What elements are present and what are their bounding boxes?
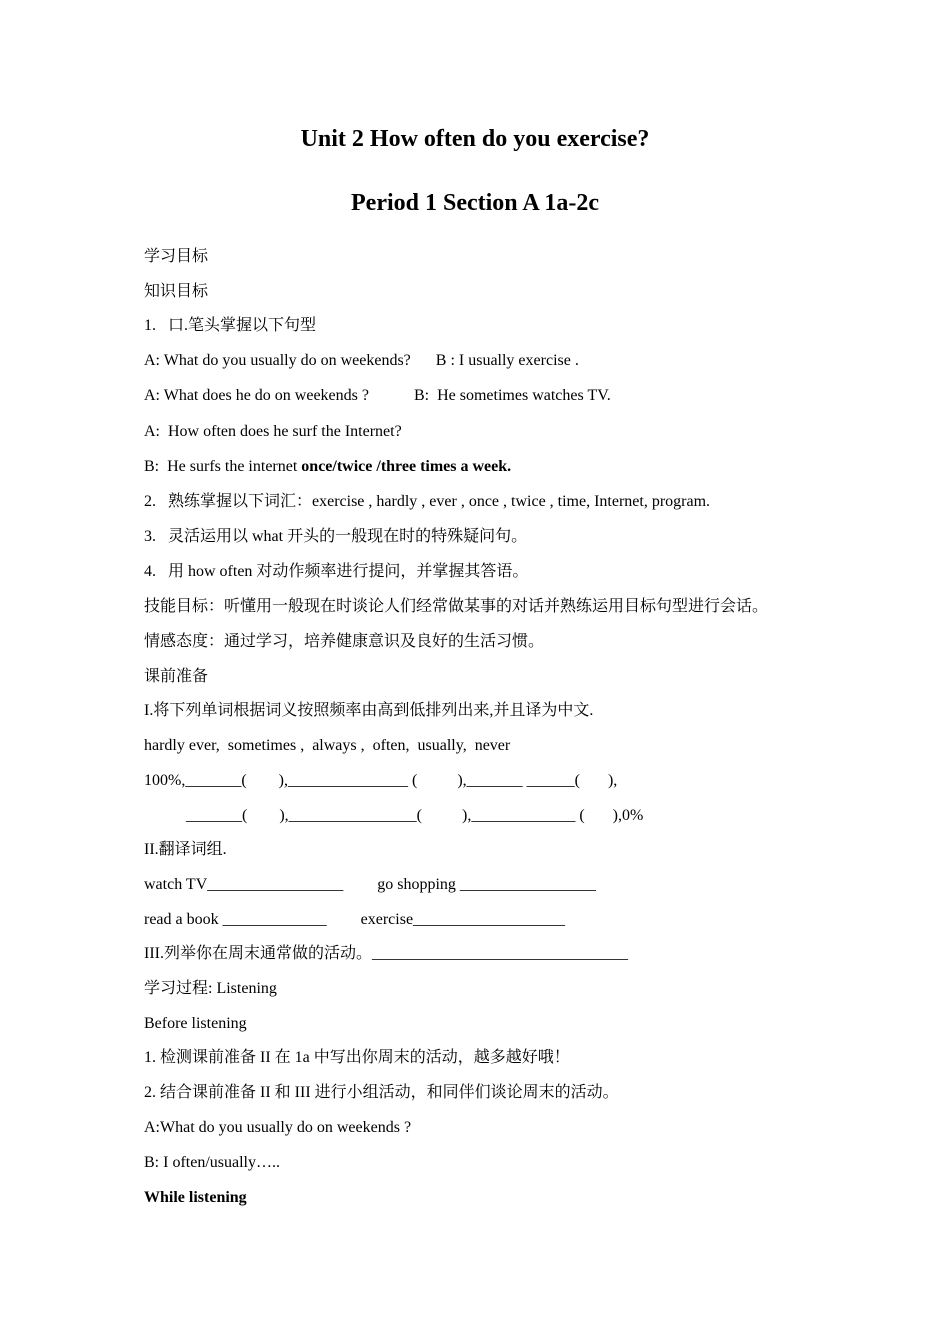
frequency-row-2: _______( ),________________( ),_____________ ( ),0% <box>186 807 644 824</box>
sentence-2 <box>144 386 611 406</box>
objective-item-4: 4. 用 how often 对动作频率进行提问，并掌握其答语。 <box>144 563 529 580</box>
sentence-1a: A: What do you usually do on weekends? <box>144 352 411 369</box>
sentence-3: A: How often does he surf the Internet? <box>144 423 402 440</box>
phrase-watch-tv: watch TV_________________ <box>144 876 344 893</box>
sentence-4-plain: B: He surfs the internet <box>144 458 302 475</box>
sentence-2a: A: What does he do on weekends ? <box>144 387 369 404</box>
phrase-exercise: exercise___________________ <box>360 911 566 928</box>
process-heading: 学习过程: Listening <box>144 980 277 997</box>
knowledge-heading: 知识目标 <box>144 283 209 300</box>
prep-heading: 课前准备 <box>144 668 209 685</box>
sentence-1 <box>144 351 579 371</box>
dialogue-question: A:What do you usually do on weekends ? <box>144 1119 412 1136</box>
phrase-row-2 <box>144 910 565 930</box>
sentence-4 <box>144 457 511 477</box>
phrase-row-1 <box>144 875 596 895</box>
objective-item-3: 3. 灵活运用以 what 开头的一般现在时的特殊疑问句。 <box>144 528 528 545</box>
while-listening: While listening <box>144 1189 247 1206</box>
sentence-1b: B : I usually exercise . <box>435 352 579 369</box>
prep-task-1: I.将下列单词根据词义按照频率由高到低排列出来,并且译为中文. <box>144 702 594 719</box>
objective-item-1: 1. 口.笔头掌握以下句型 <box>144 317 317 334</box>
prep-task-3: III.列举你在周末通常做的活动。________________________________ <box>144 945 628 962</box>
attitude-objective: 情感态度：通过学习，培养健康意识及良好的生活习惯。 <box>144 633 545 650</box>
sentence-2b: B: He sometimes watches TV. <box>413 387 611 404</box>
before-listening: Before listening <box>144 1015 247 1032</box>
sentence-4-bold: once/twice /three times a week. <box>301 458 512 475</box>
page-subtitle: Period 1 Section A 1a-2c <box>351 190 599 216</box>
dialogue-answer: B: I often/usually….. <box>144 1154 280 1171</box>
before-item-1: 1. 检测课前准备 II 在 1a 中写出你周末的活动，越多越好哦！ <box>144 1049 570 1066</box>
skill-objective: 技能目标：听懂用一般现在时谈论人们经常做某事的对话并熟练运用目标句型进行会话。 <box>144 598 769 615</box>
word-list: hardly ever, sometimes , always , often, usually, never <box>144 737 511 754</box>
phrase-go-shopping: go shopping _________________ <box>377 876 596 893</box>
objectives-heading: 学习目标 <box>144 248 209 265</box>
frequency-row-1: 100%,_______( ),_______________ ( ),_______ ______( ), <box>144 772 618 789</box>
objective-item-2: 2. 熟练掌握以下词汇：exercise , hardly , ever , once , twice , time, Internet, program. <box>144 493 711 510</box>
prep-task-2: II.翻译词组. <box>144 841 227 858</box>
phrase-read-book: read a book _____________ <box>144 911 327 928</box>
page-title: Unit 2 How often do you exercise? <box>300 126 650 152</box>
before-item-2: 2. 结合课前准备 II 和 III 进行小组活动，和同伴们谈论周末的活动。 <box>144 1084 619 1101</box>
